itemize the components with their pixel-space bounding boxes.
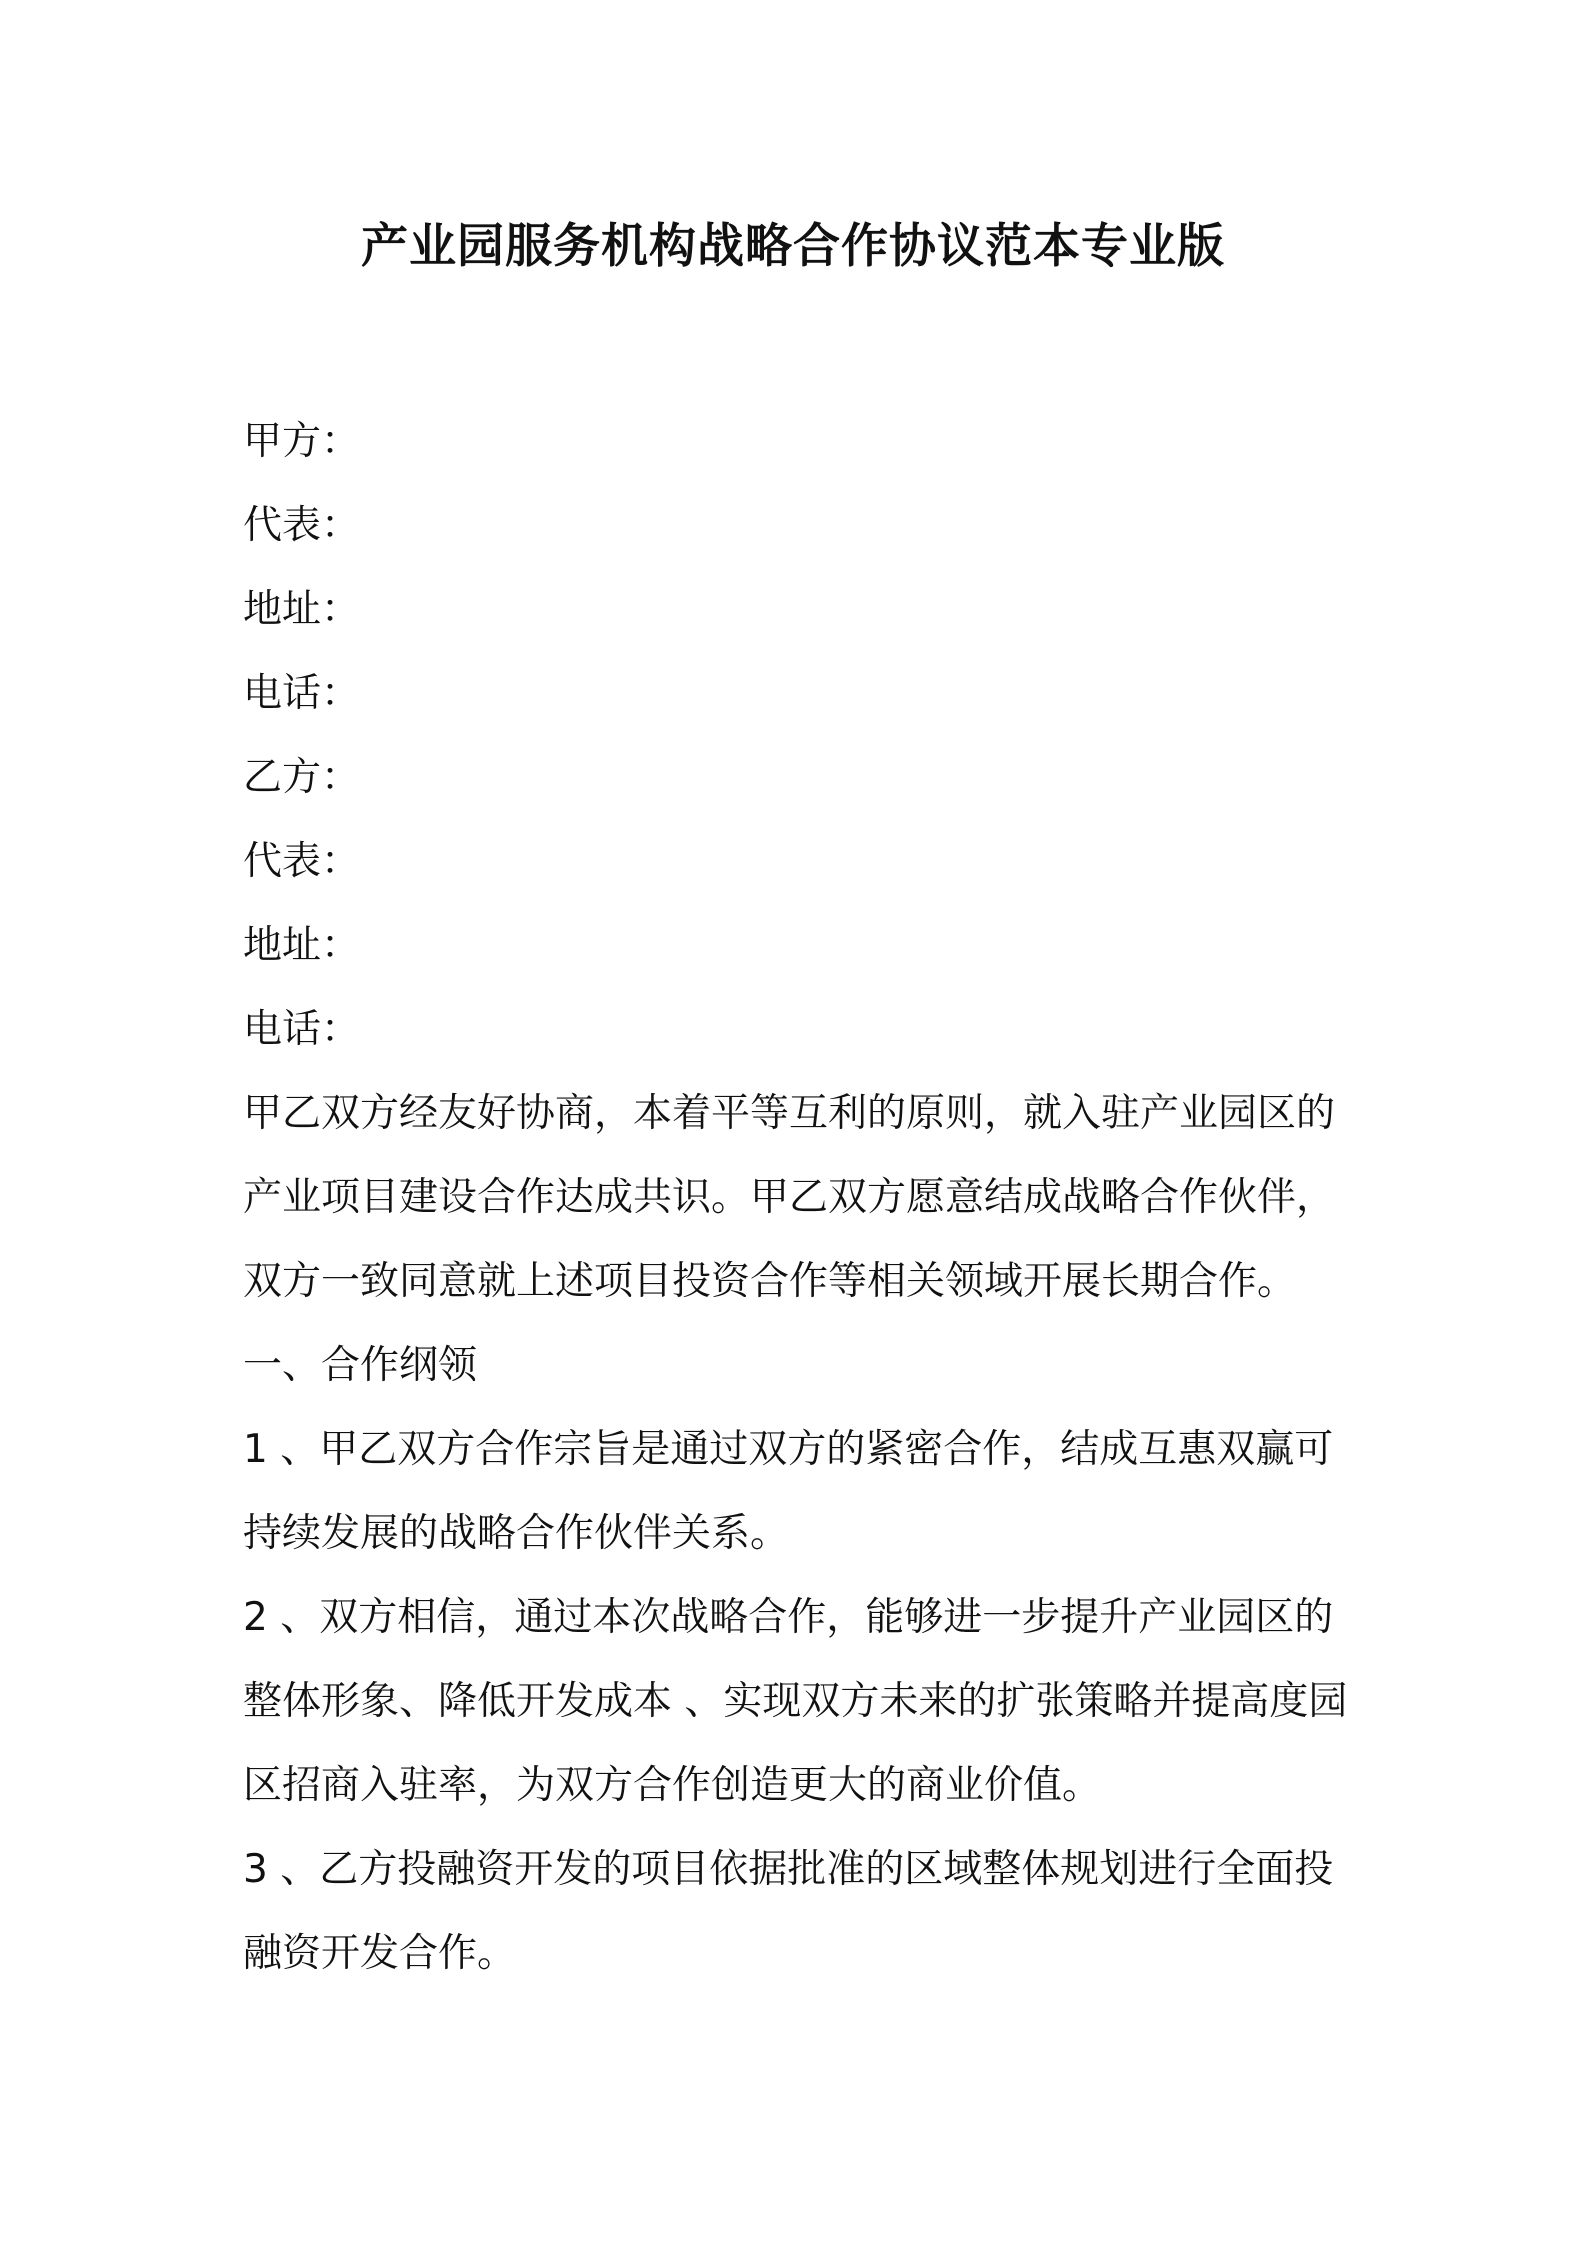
party-b-label: 乙方： <box>243 755 361 800</box>
clause-line: 融资开发合作。 <box>243 1931 517 1976</box>
clause-line: 整体形象、降低开发成本 、实现双方未来的扩张策略并提高度园 <box>243 1679 1348 1724</box>
intro-line: 甲乙双方经友好协商，本着平等互利的原则，就入驻产业园区的 <box>243 1091 1336 1136</box>
party-a-address-label: 地址： <box>243 587 361 632</box>
clause-2 <box>243 1576 1363 1828</box>
clause-line: 3 、乙方投融资开发的项目依据批准的区域整体规划进行全面投 <box>243 1847 1334 1892</box>
clause-line: 持续发展的战略合作伙伴关系。 <box>243 1511 790 1556</box>
clause-line: 区招商入驻率，为双方合作创造更大的商业价值。 <box>243 1763 1102 1808</box>
intro-line: 双方一致同意就上述项目投资合作等相关领域开展长期合作。 <box>243 1259 1297 1304</box>
party-a-representative-label: 代表： <box>243 503 361 548</box>
party-b-phone-label: 电话： <box>243 1007 361 1052</box>
clause-1 <box>243 1408 1363 1576</box>
intro-paragraph <box>243 1072 1363 1324</box>
section-heading: 一、合作纲领 <box>243 1343 478 1388</box>
clause-line: 1 、甲乙双方合作宗旨是通过双方的紧密合作，结成互惠双赢可 <box>243 1427 1334 1472</box>
clause-line: 2 、双方相信，通过本次战略合作，能够进一步提升产业园区的 <box>243 1595 1334 1640</box>
party-b-representative-label: 代表： <box>243 839 361 884</box>
document-body <box>243 400 1363 1996</box>
party-a-label: 甲方： <box>243 419 361 464</box>
party-a-phone-label: 电话： <box>243 671 361 716</box>
document-title: 产业园服务机构战略合作协议范本专业版 <box>361 219 1225 274</box>
clause-3 <box>243 1828 1363 1996</box>
party-b-address-label: 地址： <box>243 923 361 968</box>
intro-line: 产业项目建设合作达成共识。甲乙双方愿意结成战略合作伙伴， <box>243 1175 1336 1220</box>
